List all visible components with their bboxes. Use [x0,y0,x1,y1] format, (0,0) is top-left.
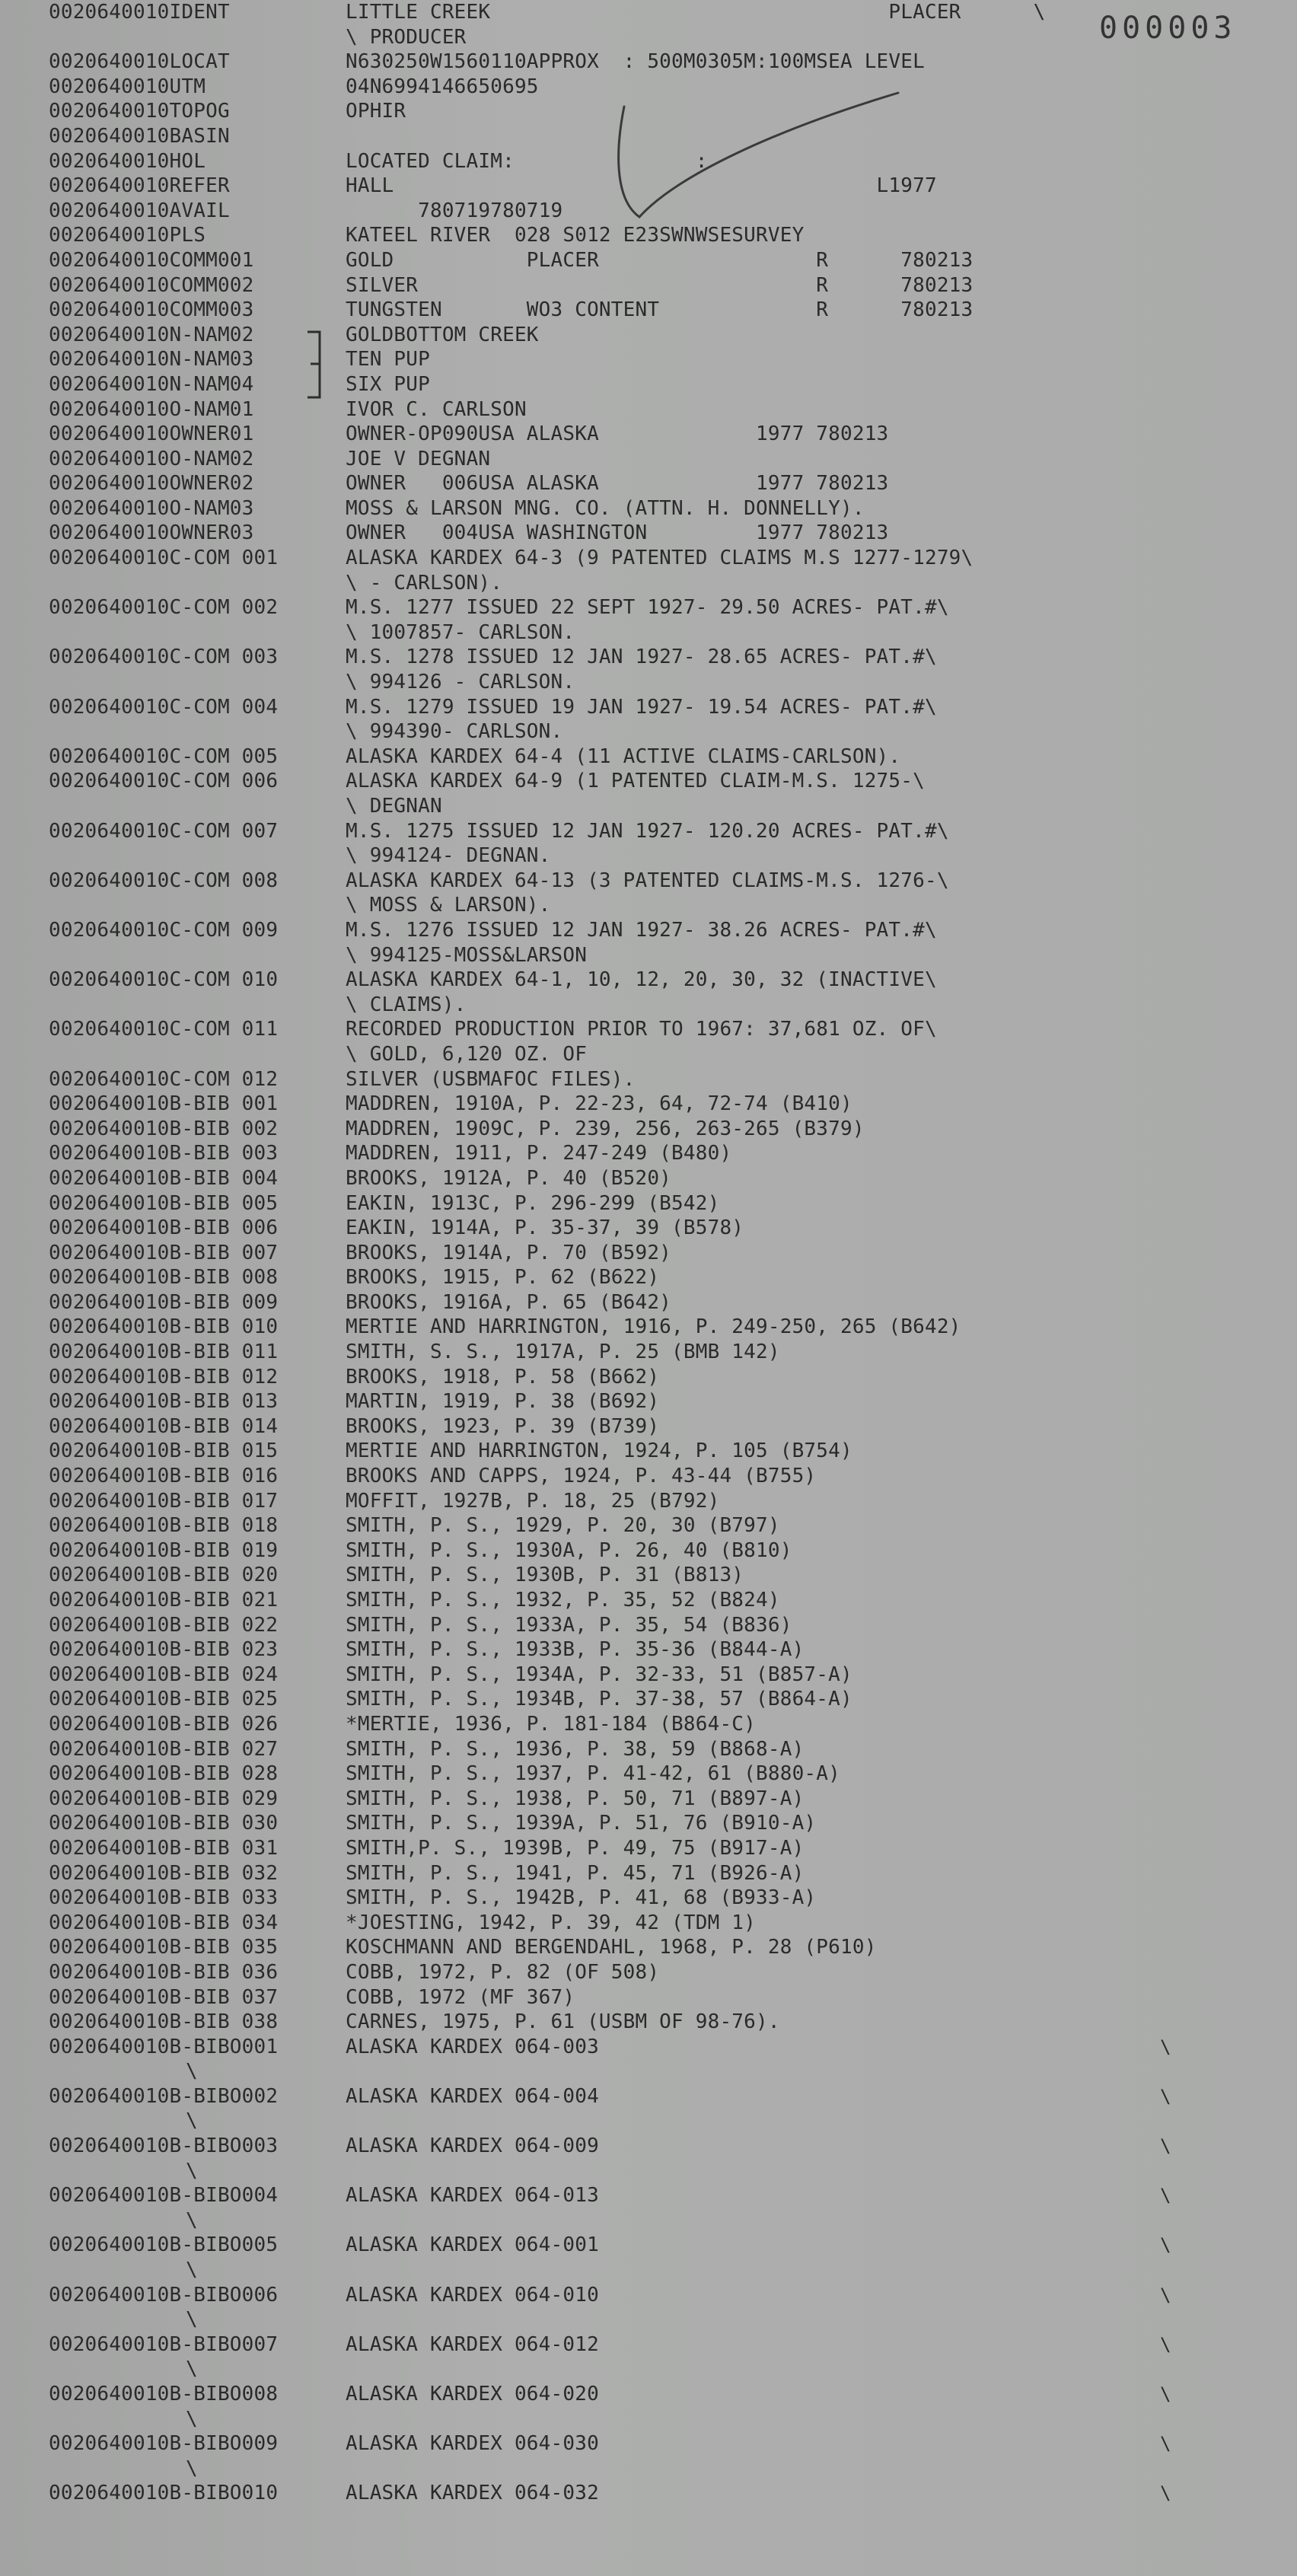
record-text: SMITH,P. S., 1939B, P. 49, 75 (B917-A) [346,1836,805,1860]
continuation-marker: \ [1160,2284,1171,2306]
record-code: 0020640010C-COM 011 [49,1018,279,1041]
continuation-marker: \ [186,2060,198,2083]
record-text: \ GOLD, 6,120 OZ. OF [346,1042,588,1066]
record-line [49,670,1282,695]
record-text: ALASKA KARDEX 064-010 [346,2283,599,2307]
record-text: ALASKA KARDEX 064-030 [346,2432,599,2456]
record-line [49,1315,1282,1340]
record-line [49,1687,1282,1712]
record-listing [49,0,1282,2531]
record-line [49,1538,1282,1564]
record-line [49,1836,1282,1861]
continuation-marker: \ [1160,2085,1171,2107]
record-code: 0020640010OWNER03 [49,521,254,545]
record-line [49,174,1282,199]
record-text: \ 994124- DEGNAN. [346,844,551,868]
record-line [49,298,1282,323]
record-line [49,719,1282,744]
record-text: BROOKS, 1918, P. 58 (B662) [346,1365,660,1388]
record-line [49,1414,1282,1439]
record-line [49,2084,1282,2109]
record-line [49,1365,1282,1390]
record-text: M.S. 1275 ISSUED 12 JAN 1927- 120.20 ACRES- PAT.#\ [346,819,949,843]
record-code: 0020640010AVAIL [49,199,230,222]
record-line [49,1067,1282,1092]
record-text: ALASKA KARDEX 64-1, 10, 12, 20, 30, 32 (INACTIVE\ [346,968,937,992]
record-line [49,968,1282,993]
record-line [49,496,1282,521]
record-text: ALASKA KARDEX 064-004 [346,2084,599,2108]
record-code: 0020640010B-BIB 027 [49,1737,279,1761]
record-code: 0020640010B-BIB 023 [49,1638,279,1662]
record-code: 0020640010B-BIBO004 [49,2184,279,2208]
record-text: ALASKA KARDEX 64-13 (3 PATENTED CLAIMS-M.S. 1276-\ [346,869,949,892]
continuation-line [49,2208,1282,2233]
record-text: GOLDBOTTOM CREEK [346,323,539,346]
record-line [49,2010,1282,2035]
record-code: 0020640010B-BIB 032 [49,1861,279,1885]
record-text: SMITH, P. S., 1936, P. 38, 59 (B868-A) [346,1737,805,1761]
record-code: 0020640010REFER [49,174,230,198]
continuation-marker: \ [186,2358,198,2381]
record-line [49,1141,1282,1166]
record-text: \ - CARLSON). [346,571,503,595]
record-line [49,1811,1282,1836]
record-code: 0020640010C-COM 001 [49,547,279,570]
record-line [49,645,1282,670]
record-line [49,2481,1282,2506]
record-text: TUNGSTEN WO3 CONTENT R 780213 [346,298,974,322]
record-text: \ 994126 - CARLSON. [346,671,575,694]
record-line [49,571,1282,596]
record-text: OWNER 004USA WASHINGTON 1977 780213 [346,521,889,545]
record-code: 0020640010B-BIBO010 [49,2482,279,2505]
record-text: SMITH, P. S., 1930B, P. 31 (B813) [346,1564,744,1587]
record-text: GOLD PLACER R 780213 [346,248,974,272]
record-line [49,1563,1282,1588]
record-text: M.S. 1276 ISSUED 12 JAN 1927- 38.26 ACRES- PAT.#\ [346,918,937,942]
record-code: 0020640010B-BIBO009 [49,2432,279,2456]
record-line [49,471,1282,496]
record-text: MADDREN, 1910A, P. 22-23, 64, 72-74 (B410) [346,1092,852,1116]
continuation-marker: \ [1160,2482,1171,2504]
record-text: SMITH, P. S., 1929, P. 20, 30 (B797) [346,1514,780,1538]
record-text: MERTIE AND HARRINGTON, 1924, P. 105 (B754) [346,1439,852,1463]
record-code: 0020640010B-BIB 013 [49,1390,279,1414]
record-text: \ PRODUCER [346,25,467,49]
record-code: 0020640010N-NAM04 [49,372,254,396]
record-line [49,620,1282,646]
record-code: 0020640010B-BIB 025 [49,1688,279,1711]
record-line [49,1787,1282,1812]
page-number: 000003 [1099,11,1237,46]
record-text: ALASKA KARDEX 064-020 [346,2383,599,2405]
record-text: ALASKA KARDEX 064-001 [346,2233,599,2257]
record-text: COBB, 1972 (MF 367) [346,1985,575,2009]
record-line [49,843,1282,869]
record-text: LOCATED CLAIM: : [346,149,708,173]
record-code: 0020640010C-COM 008 [49,869,279,892]
record-line [49,1241,1282,1266]
record-line [49,2431,1282,2456]
record-line [49,1613,1282,1638]
record-line [49,372,1282,397]
record-code: 0020640010N-NAM02 [49,323,254,346]
continuation-marker: \ [186,2308,198,2332]
continuation-marker: \ [1160,2234,1171,2256]
continuation-line [49,2159,1282,2184]
continuation-line [49,2506,1282,2531]
record-code: 0020640010B-BIB 038 [49,2010,279,2034]
record-code: 0020640010PLS [49,224,206,247]
record-line [49,1513,1282,1538]
record-code: 0020640010B-BIBO007 [49,2332,279,2356]
continuation-line [49,2407,1282,2432]
record-code: 0020640010BASIN [49,124,230,148]
continuation-marker: \ [186,2208,198,2232]
record-line [49,1886,1282,1911]
record-text: COBB, 1972, P. 82 (OF 508) [346,1960,660,1984]
record-line [49,323,1282,348]
record-code: 0020640010B-BIB 007 [49,1241,279,1264]
record-code: 0020640010B-BIBO008 [49,2383,279,2405]
record-line [49,1663,1282,1688]
record-code: 0020640010B-BIB 026 [49,1712,279,1736]
record-text: BROOKS, 1915, P. 62 (B622) [346,1266,660,1290]
record-code: 0020640010C-COM 003 [49,646,279,669]
record-code: 0020640010B-BIB 005 [49,1191,279,1215]
continuation-line [49,2456,1282,2482]
record-code: 0020640010B-BIBO005 [49,2233,279,2257]
record-code: 0020640010C-COM 005 [49,744,279,768]
record-text: BROOKS AND CAPPS, 1924, P. 43-44 (B755) [346,1465,817,1488]
record-line [49,546,1282,571]
record-line [49,223,1282,248]
record-text: N630250W1560110APPROX : 500M0305M:100MSEA LEVEL [346,50,925,74]
record-code: 0020640010B-BIBO001 [49,2035,279,2058]
record-text: SMITH, P. S., 1942B, P. 41, 68 (B933-A) [346,1886,817,1910]
record-text: MOFFIT, 1927B, P. 18, 25 (B792) [346,1489,720,1513]
record-code: 0020640010N-NAM03 [49,348,254,371]
record-text: SMITH, S. S., 1917A, P. 25 (BMB 142) [346,1341,780,1364]
record-text: SMITH, P. S., 1930A, P. 26, 40 (B810) [346,1538,792,1562]
record-line [49,1191,1282,1216]
record-code: 0020640010B-BIB 021 [49,1589,279,1612]
record-text: ALASKA KARDEX 64-9 (1 PATENTED CLAIM-M.S. 1275-\ [346,770,925,793]
record-text: SILVER R 780213 [346,273,974,297]
record-text: 04N6994146650695 [346,75,539,98]
record-code: 0020640010B-BIB 011 [49,1341,279,1364]
record-text: JOE V DEGNAN [346,447,491,470]
record-text: M.S. 1277 ISSUED 22 SEPT 1927- 29.50 ACRES- PAT.#\ [346,596,949,620]
record-text: SMITH, P. S., 1934A, P. 32-33, 51 (B857-A) [346,1663,852,1686]
record-text: M.S. 1279 ISSUED 19 JAN 1927- 19.54 ACRES- PAT.#\ [346,695,937,719]
record-line [49,199,1282,224]
record-text: BROOKS, 1914A, P. 70 (B592) [346,1241,672,1264]
continuation-line [49,2059,1282,2084]
record-text: SMITH, P. S., 1932, P. 35, 52 (B824) [346,1589,780,1612]
record-line [49,695,1282,720]
record-text: OWNER 006USA ALASKA 1977 780213 [346,472,889,496]
continuation-marker: \ [1160,2333,1171,2355]
record-text: SMITH, P. S., 1933A, P. 35, 54 (B836) [346,1613,792,1637]
record-line [49,75,1282,100]
record-line [49,1389,1282,1414]
record-line [49,1588,1282,1613]
record-code: 0020640010OWNER02 [49,472,254,496]
record-code: 0020640010B-BIB 001 [49,1092,279,1116]
record-line [49,1042,1282,1067]
record-line [49,1960,1282,1985]
record-code: 0020640010B-BIB 037 [49,1985,279,2009]
record-line [49,595,1282,620]
record-line [49,447,1282,472]
record-code: 0020640010C-COM 006 [49,770,279,793]
record-text: ALASKA KARDEX 64-4 (11 ACTIVE CLAIMS-CARLSON). [346,744,901,768]
continuation-marker: \ [186,2259,198,2282]
record-text: \ 1007857- CARLSON. [346,620,575,644]
record-line [49,49,1282,75]
record-line [49,794,1282,819]
record-line [49,273,1282,298]
record-line [49,1340,1282,1365]
record-line [49,943,1282,968]
record-line [49,1092,1282,1117]
record-text: ALASKA KARDEX 064-012 [346,2332,599,2356]
continuation-marker: \ [1160,2135,1171,2157]
record-code: 0020640010B-BIBO006 [49,2283,279,2307]
record-text: BROOKS, 1916A, P. 65 (B642) [346,1290,672,1314]
record-text: KOSCHMANN AND BERGENDAHL, 1968, P. 28 (P610) [346,1936,877,1959]
record-code: 0020640010HOL [49,149,206,173]
record-line [49,1712,1282,1737]
record-line [49,99,1282,124]
record-text: MARTIN, 1919, P. 38 (B692) [346,1390,660,1414]
record-line [49,1290,1282,1315]
record-code: 0020640010B-BIB 024 [49,1663,279,1686]
record-line [49,819,1282,844]
record-text: SIX PUP [346,372,430,396]
continuation-line [49,2307,1282,2332]
record-line [49,248,1282,273]
continuation-marker: \ [1160,2036,1171,2058]
record-line [49,1935,1282,1960]
record-text: ALASKA KARDEX 064-013 [346,2184,599,2208]
continuation-line [49,2109,1282,2134]
record-code: 0020640010B-BIB 020 [49,1564,279,1587]
record-line [49,347,1282,372]
record-line [49,1489,1282,1514]
record-code: 0020640010B-BIB 006 [49,1216,279,1240]
record-line [49,918,1282,943]
record-code: 0020640010B-BIB 018 [49,1514,279,1538]
record-text: \ 994125-MOSS&LARSON [346,943,588,967]
record-line [49,1737,1282,1762]
record-code: 0020640010COMM003 [49,298,254,322]
record-code: 0020640010O-NAM02 [49,447,254,470]
record-line [49,993,1282,1018]
record-line [49,1861,1282,1886]
continuation-marker: \ [1160,2185,1171,2207]
record-text: MOSS & LARSON MNG. CO. (ATTN. H. DONNELLY). [346,496,865,520]
record-line [49,1637,1282,1663]
record-line [49,1761,1282,1787]
record-text: *MERTIE, 1936, P. 181-184 (B864-C) [346,1712,757,1736]
record-code: 0020640010C-COM 002 [49,596,279,620]
record-line [49,1911,1282,1936]
record-line [49,2233,1282,2258]
record-text: MADDREN, 1911, P. 247-249 (B480) [346,1142,732,1165]
record-code: 0020640010O-NAM03 [49,496,254,520]
record-line [49,769,1282,794]
record-text: OPHIR [346,100,406,123]
record-line [49,521,1282,546]
record-text: SMITH, P. S., 1939A, P. 51, 76 (B910-A) [346,1812,817,1835]
record-text: SILVER (USBMAFOC FILES). [346,1067,636,1091]
record-code: 0020640010B-BIB 015 [49,1439,279,1463]
continuation-marker: \ [186,2407,198,2431]
record-text: BROOKS, 1923, P. 39 (B739) [346,1414,660,1438]
record-text: SMITH, P. S., 1938, P. 50, 71 (B897-A) [346,1787,805,1810]
record-code: 0020640010C-COM 012 [49,1067,279,1091]
record-line [49,1166,1282,1191]
record-text: MERTIE AND HARRINGTON, 1916, P. 249-250, 265 (B642) [346,1315,961,1339]
record-code: 0020640010C-COM 004 [49,695,279,719]
record-line [49,1464,1282,1489]
record-line [49,1265,1282,1290]
record-line [49,422,1282,447]
record-code: 0020640010TOPOG [49,100,230,123]
record-line [49,2332,1282,2358]
record-code: 0020640010B-BIB 016 [49,1465,279,1488]
record-code: 0020640010B-BIB 031 [49,1836,279,1860]
record-line [49,1985,1282,2010]
record-code: 0020640010B-BIB 002 [49,1117,279,1140]
record-code: 0020640010B-BIB 036 [49,1960,279,1984]
record-code: 0020640010C-COM 007 [49,819,279,843]
record-code: 0020640010B-BIBO003 [49,2134,279,2158]
record-code: 0020640010B-BIB 029 [49,1787,279,1810]
record-line [49,2183,1282,2208]
record-text: ALASKA KARDEX 64-3 (9 PATENTED CLAIMS M.S 1277-1279\ [346,547,974,570]
record-code: 0020640010B-BIB 017 [49,1489,279,1513]
record-text: ALASKA KARDEX 064-003 [346,2035,599,2058]
record-line [49,1216,1282,1241]
record-line [49,744,1282,770]
record-text: SMITH, P. S., 1941, P. 45, 71 (B926-A) [346,1861,805,1885]
record-code: 0020640010B-BIB 019 [49,1538,279,1562]
record-code: 0020640010B-BIB 033 [49,1886,279,1910]
continuation-marker: \ [1160,2433,1171,2455]
record-text: CARNES, 1975, P. 61 (USBM OF 98-76). [346,2010,780,2034]
record-text: IVOR C. CARLSON [346,397,527,421]
record-line [49,2035,1282,2060]
record-code: 0020640010B-BIB 008 [49,1266,279,1290]
record-code: 0020640010UTM [49,75,206,98]
record-code: 0020640010B-BIB 030 [49,1812,279,1835]
record-code: 0020640010C-COM 009 [49,918,279,942]
record-line [49,2382,1282,2407]
record-code: 0020640010LOCAT [49,50,230,74]
record-code: 0020640010B-BIB 022 [49,1613,279,1637]
record-code: 0020640010COMM001 [49,248,254,272]
record-text: SMITH, P. S., 1934B, P. 37-38, 57 (B864-A) [346,1688,852,1711]
record-line [49,124,1282,149]
continuation-marker: \ [186,2456,198,2480]
record-code: 0020640010B-BIB 034 [49,1911,279,1934]
record-text: *JOESTING, 1942, P. 39, 42 (TDM 1) [346,1911,757,1934]
record-line [49,2134,1282,2159]
record-line [49,1439,1282,1464]
record-line [49,0,1282,25]
record-line [49,397,1282,422]
continuation-marker: \ [186,2159,198,2182]
record-line [49,149,1282,174]
record-text: ALASKA KARDEX 064-032 [346,2482,599,2505]
record-code: 0020640010B-BIB 028 [49,1762,279,1786]
record-text: OWNER-OP090USA ALASKA 1977 780213 [346,422,889,446]
record-code: 0020640010B-BIB 010 [49,1315,279,1339]
record-line [49,869,1282,894]
record-code: 0020640010OWNER01 [49,422,254,446]
record-line [49,893,1282,918]
record-text: \ DEGNAN [346,795,442,818]
record-text: KATEEL RIVER 028 S012 E23SWNWSESURVEY [346,224,805,247]
record-text: EAKIN, 1914A, P. 35-37, 39 (B578) [346,1216,744,1240]
continuation-line [49,2258,1282,2283]
record-code: 0020640010B-BIB 004 [49,1166,279,1190]
record-code: 0020640010C-COM 010 [49,968,279,992]
record-text: \ MOSS & LARSON). [346,894,551,917]
record-code: 0020640010O-NAM01 [49,397,254,421]
record-line [49,1117,1282,1142]
record-text: LITTLE CREEK PLACER \ [346,1,1046,24]
record-text: SMITH, P. S., 1933B, P. 35-36 (B844-A) [346,1638,805,1662]
record-text: 780719780719 [346,199,563,222]
record-code: 0020640010IDENT [49,1,230,24]
record-line [49,25,1282,50]
continuation-marker: \ [186,2109,198,2133]
record-text: TEN PUP [346,348,430,371]
record-text: MADDREN, 1909C, P. 239, 256, 263-265 (B379) [346,1117,865,1140]
record-text: ALASKA KARDEX 064-009 [346,2134,599,2158]
record-text: BROOKS, 1912A, P. 40 (B520) [346,1166,672,1190]
record-text: \ CLAIMS). [346,993,467,1016]
record-text: EAKIN, 1913C, P. 296-299 (B542) [346,1191,720,1215]
record-code: 0020640010B-BIB 012 [49,1365,279,1388]
record-code: 0020640010B-BIB 009 [49,1290,279,1314]
record-code: 0020640010B-BIB 014 [49,1414,279,1438]
record-text: HALL L1977 [346,174,937,198]
record-line [49,2283,1282,2308]
record-code: 0020640010B-BIB 003 [49,1142,279,1165]
record-text: RECORDED PRODUCTION PRIOR TO 1967: 37,681 OZ. OF\ [346,1018,937,1041]
record-code: 0020640010B-BIB 035 [49,1936,279,1959]
record-line [49,1017,1282,1042]
record-code: 0020640010COMM002 [49,273,254,297]
continuation-line [49,2357,1282,2382]
record-text: M.S. 1278 ISSUED 12 JAN 1927- 28.65 ACRES- PAT.#\ [346,646,937,669]
continuation-marker: \ [1160,2383,1171,2405]
record-code: 0020640010B-BIBO002 [49,2084,279,2108]
record-text: SMITH, P. S., 1937, P. 41-42, 61 (B880-A) [346,1762,840,1786]
record-text: \ 994390- CARLSON. [346,720,563,744]
